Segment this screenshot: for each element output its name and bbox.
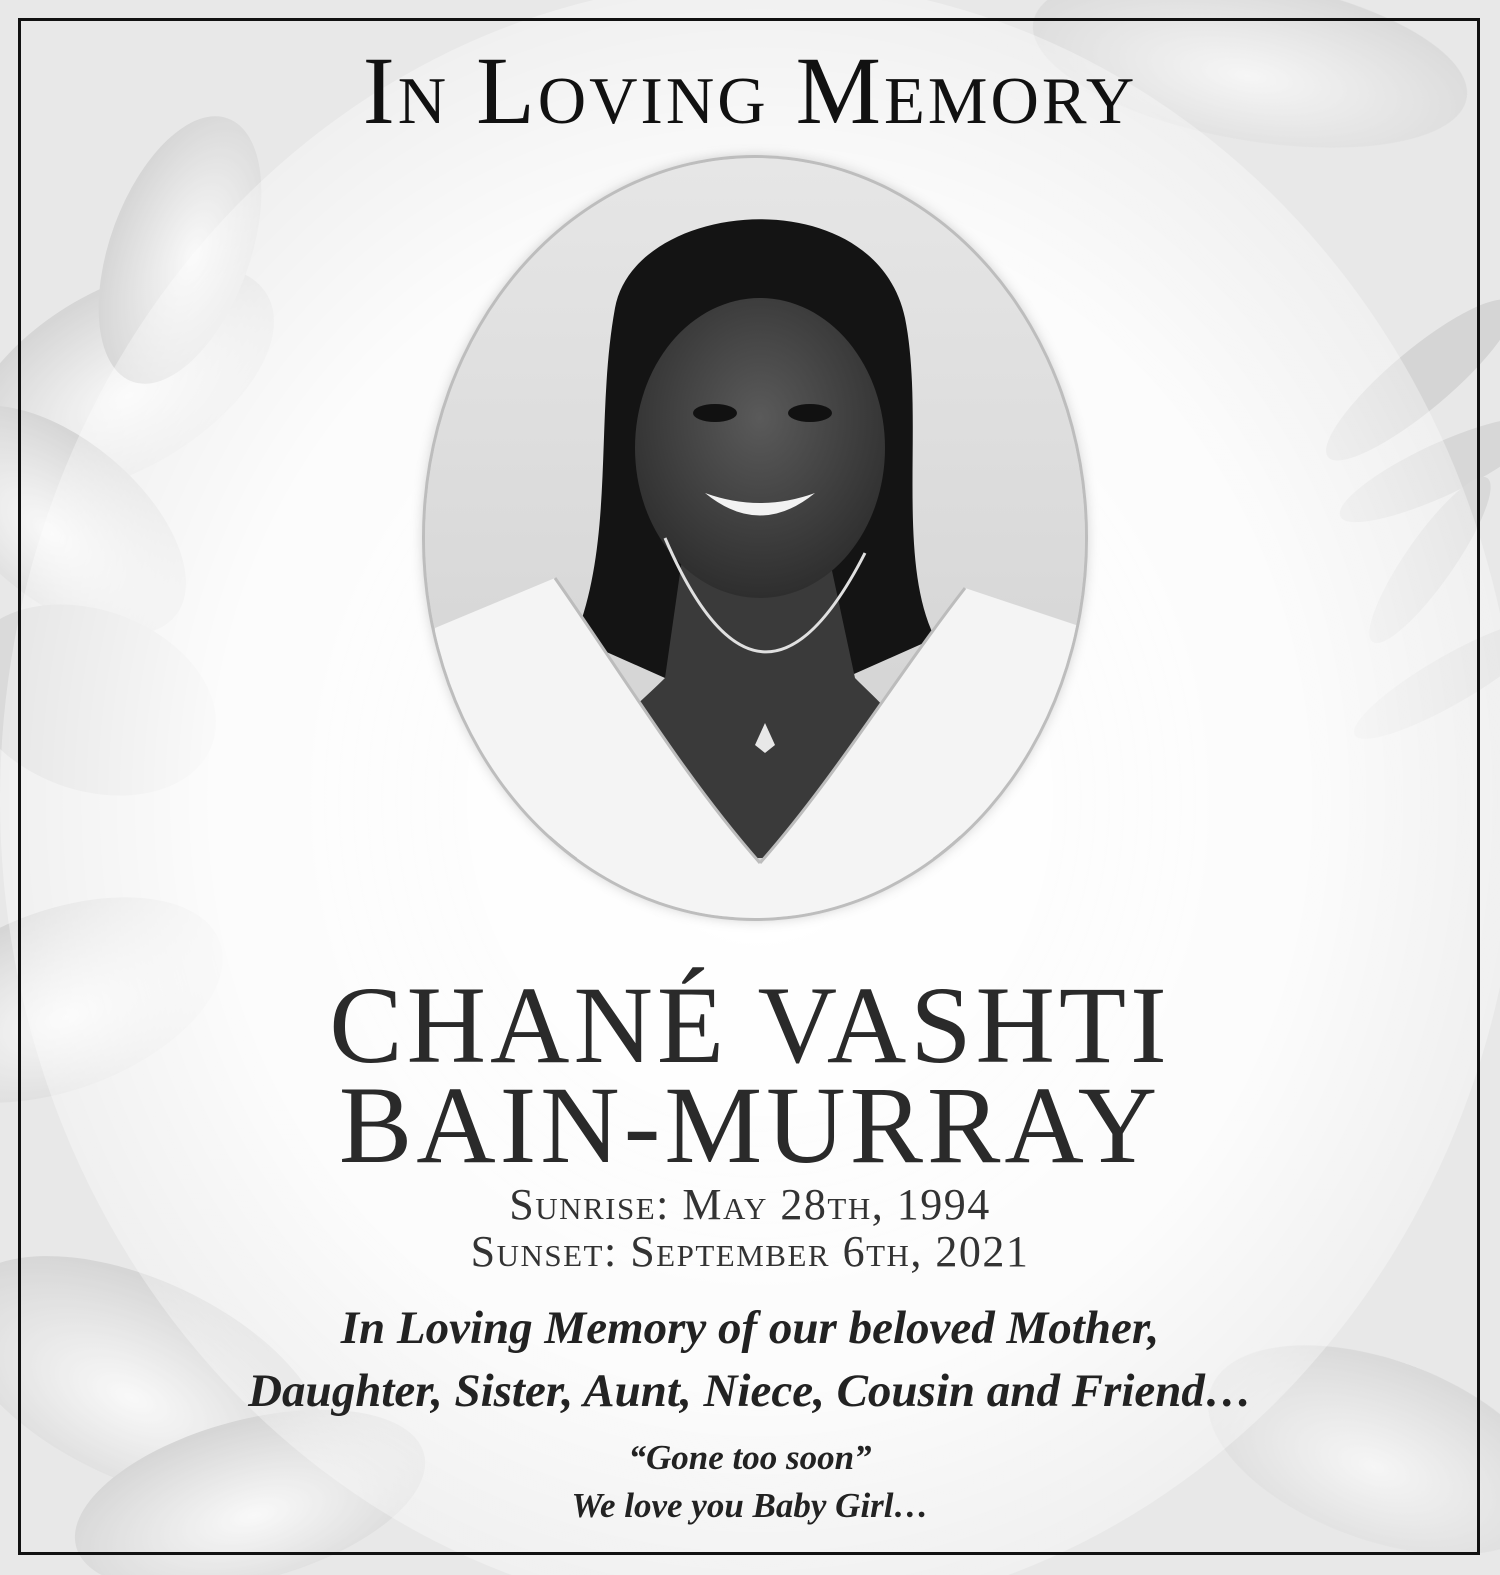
quote-line: “Gone too soon” bbox=[628, 1438, 872, 1477]
name-line-first: CHANÉ VASHTI bbox=[329, 964, 1171, 1086]
sunrise-date: Sunrise: May 28th, 1994 bbox=[509, 1180, 991, 1229]
closing-line: We love you Baby Girl… bbox=[571, 1486, 929, 1525]
tribute-line-2: Daughter, Sister, Aunt, Niece, Cousin and Friend… bbox=[248, 1365, 1252, 1417]
portrait-photo bbox=[425, 158, 1085, 918]
name-line-last: BAIN-MURRAY bbox=[338, 1064, 1162, 1186]
tribute-line-1: In Loving Memory of our beloved Mother, bbox=[340, 1302, 1160, 1354]
headline: In Loving Memory bbox=[362, 37, 1138, 144]
sunset-date: Sunset: September 6th, 2021 bbox=[470, 1227, 1030, 1276]
